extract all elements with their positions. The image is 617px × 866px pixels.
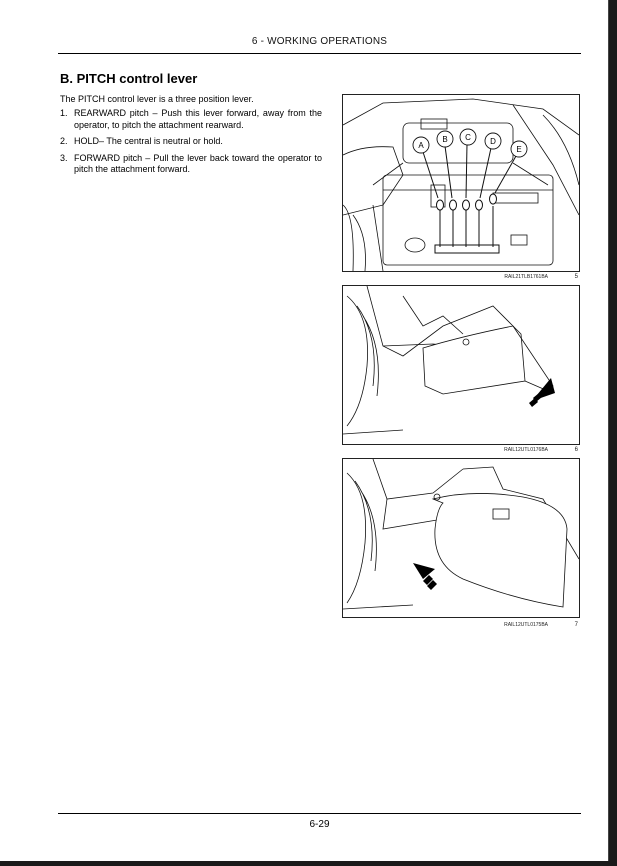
figure-ref: RAIL12UTL0175BA [504, 622, 548, 628]
footer-rule [58, 813, 581, 814]
loader-forward-illustration [343, 459, 579, 617]
lever-label-a: A [418, 141, 424, 150]
figure-pitch-rearward [342, 285, 580, 445]
section-intro: The PITCH control lever is a three position lever. [60, 94, 254, 104]
page-number: 6-29 [309, 819, 330, 830]
step-number: 3. [60, 152, 68, 163]
step-list [60, 108, 322, 181]
list-item [60, 108, 322, 131]
figure-ref: RAIL12UTL0176BA [504, 447, 548, 453]
step-number: 2. [60, 136, 68, 146]
figure-ref: RAIL21TLB1761BA [504, 274, 548, 280]
page-header: 6 - WORKING OPERATIONS [251, 36, 388, 47]
step-text: FORWARD pitch – Pull the lever back toward the operator to pitch the attachment forward. [74, 152, 322, 174]
control-panel-illustration [343, 95, 579, 271]
figure-control-levers [342, 94, 580, 272]
step-text: REARWARD pitch – Push this lever forward, away from the operator, to pitch the attachment rearward. [74, 108, 322, 130]
section-title: B. PITCH control lever [60, 71, 198, 86]
list-item [60, 153, 322, 176]
loader-rearward-illustration [343, 286, 579, 444]
figure-number: 6 [574, 447, 578, 453]
lever-label-b: B [442, 135, 448, 144]
list-item [60, 136, 322, 148]
lever-label-d: D [490, 137, 496, 146]
arrow-rearward-icon [529, 378, 555, 407]
arrow-forward-icon [413, 563, 437, 590]
figure-pitch-forward [342, 458, 580, 618]
figure-number: 7 [574, 622, 578, 628]
lever-label-c: C [465, 133, 471, 142]
step-number: 1. [60, 108, 68, 118]
step-text: HOLD– The central is neutral or hold. [74, 136, 223, 146]
header-rule [58, 53, 581, 54]
lever-label-e: E [516, 145, 522, 154]
figure-number: 5 [574, 274, 578, 280]
